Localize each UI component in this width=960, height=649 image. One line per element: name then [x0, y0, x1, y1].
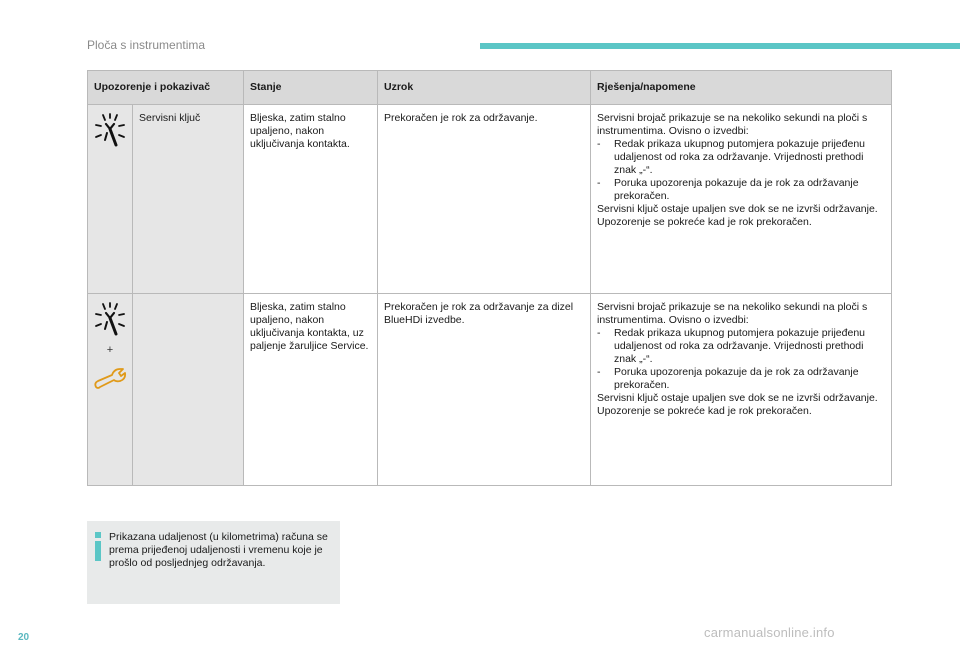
solution-intro: Servisni brojač prikazuje se na nekoliko sekundi na ploči s instrumentima. Ovisno o izvedbi: — [597, 301, 868, 326]
icon-cell — [88, 105, 133, 294]
icon-cell — [88, 294, 133, 486]
solution-list-item: - Poruka upozorenja pokazuje da je rok za održavanje prekoračen. — [597, 177, 859, 202]
plus-sign: + — [106, 344, 114, 356]
service-wrench-warning-icon — [93, 111, 127, 151]
service-wrench-warning-icon — [93, 300, 127, 340]
warning-name — [133, 294, 243, 301]
solution-outro: Servisni ključ ostaje upaljen sve dok se ne izvrši održavanje. — [597, 203, 878, 215]
state-cell — [244, 294, 378, 486]
page-header-title: Ploča s instrumentima — [87, 38, 206, 52]
solution-outro: Upozorenje se pokreće kad je rok prekoračen. — [597, 216, 812, 228]
header-accent-bar — [480, 43, 960, 49]
cause-cell — [378, 105, 591, 294]
watermark: carmanualsonline.info — [704, 625, 835, 640]
state-cell — [244, 105, 378, 294]
table-row — [88, 294, 892, 486]
solution-cell — [591, 294, 892, 486]
info-note-text: Prikazana udaljenost (u kilometrima) računa se prema prijeđenoj udaljenosti i vremenu koje je prošlo od posljednjeg održavanja. — [109, 531, 328, 569]
solution-outro: Servisni ključ ostaje upaljen sve dok se ne izvrši održavanje. — [597, 392, 878, 404]
solution-intro: Servisni brojač prikazuje se na nekoliko sekundi na ploči s instrumentima. Ovisno o izvedbi: — [597, 112, 868, 137]
solution-list-item: - Redak prikaza ukupnog putomjera pokazuje prijeđenu udaljenost od roka za održavanje. Vrijednosti prethodi znak „-“. — [597, 327, 865, 365]
table-header-row — [88, 71, 892, 105]
solution-outro: Upozorenje se pokreće kad je rok prekoračen. — [597, 405, 812, 417]
warning-name-cell — [133, 294, 244, 486]
warning-name: Servisni ključ — [139, 112, 201, 124]
wrench-icon — [90, 363, 130, 393]
column-header-warning: Upozorenje i pokazivač — [88, 71, 244, 105]
column-header-solution: Rješenja/napomene — [591, 71, 892, 105]
cause-cell — [378, 294, 591, 486]
cause-text: Prekoračen je rok za održavanje. — [384, 112, 538, 124]
state-text: Bljeska, zatim stalno upaljeno, nakon uključivanja kontakta. — [250, 112, 350, 150]
info-icon — [94, 532, 102, 570]
column-header-cause: Uzrok — [378, 71, 591, 105]
solution-text — [591, 105, 891, 229]
cause-text: Prekoračen je rok za održavanje za dizel BlueHDi izvedbe. — [384, 301, 574, 326]
solution-cell — [591, 105, 892, 294]
table-row — [88, 105, 892, 294]
state-text: Bljeska, zatim stalno upaljeno, nakon uključivanja kontakta, uz paljenje žaruljice Service. — [250, 301, 369, 352]
page-number: 20 — [18, 632, 30, 643]
solution-list-item: - Redak prikaza ukupnog putomjera pokazuje prijeđenu udaljenost od roka za održavanje. Vrijednosti prethodi znak „-“. — [597, 138, 865, 176]
warning-table — [87, 70, 892, 486]
solution-text — [591, 294, 891, 418]
column-header-state: Stanje — [244, 71, 378, 105]
solution-list-item: - Poruka upozorenja pokazuje da je rok za održavanje prekoračen. — [597, 366, 859, 391]
warning-name-cell — [133, 105, 244, 294]
info-note — [87, 521, 340, 604]
